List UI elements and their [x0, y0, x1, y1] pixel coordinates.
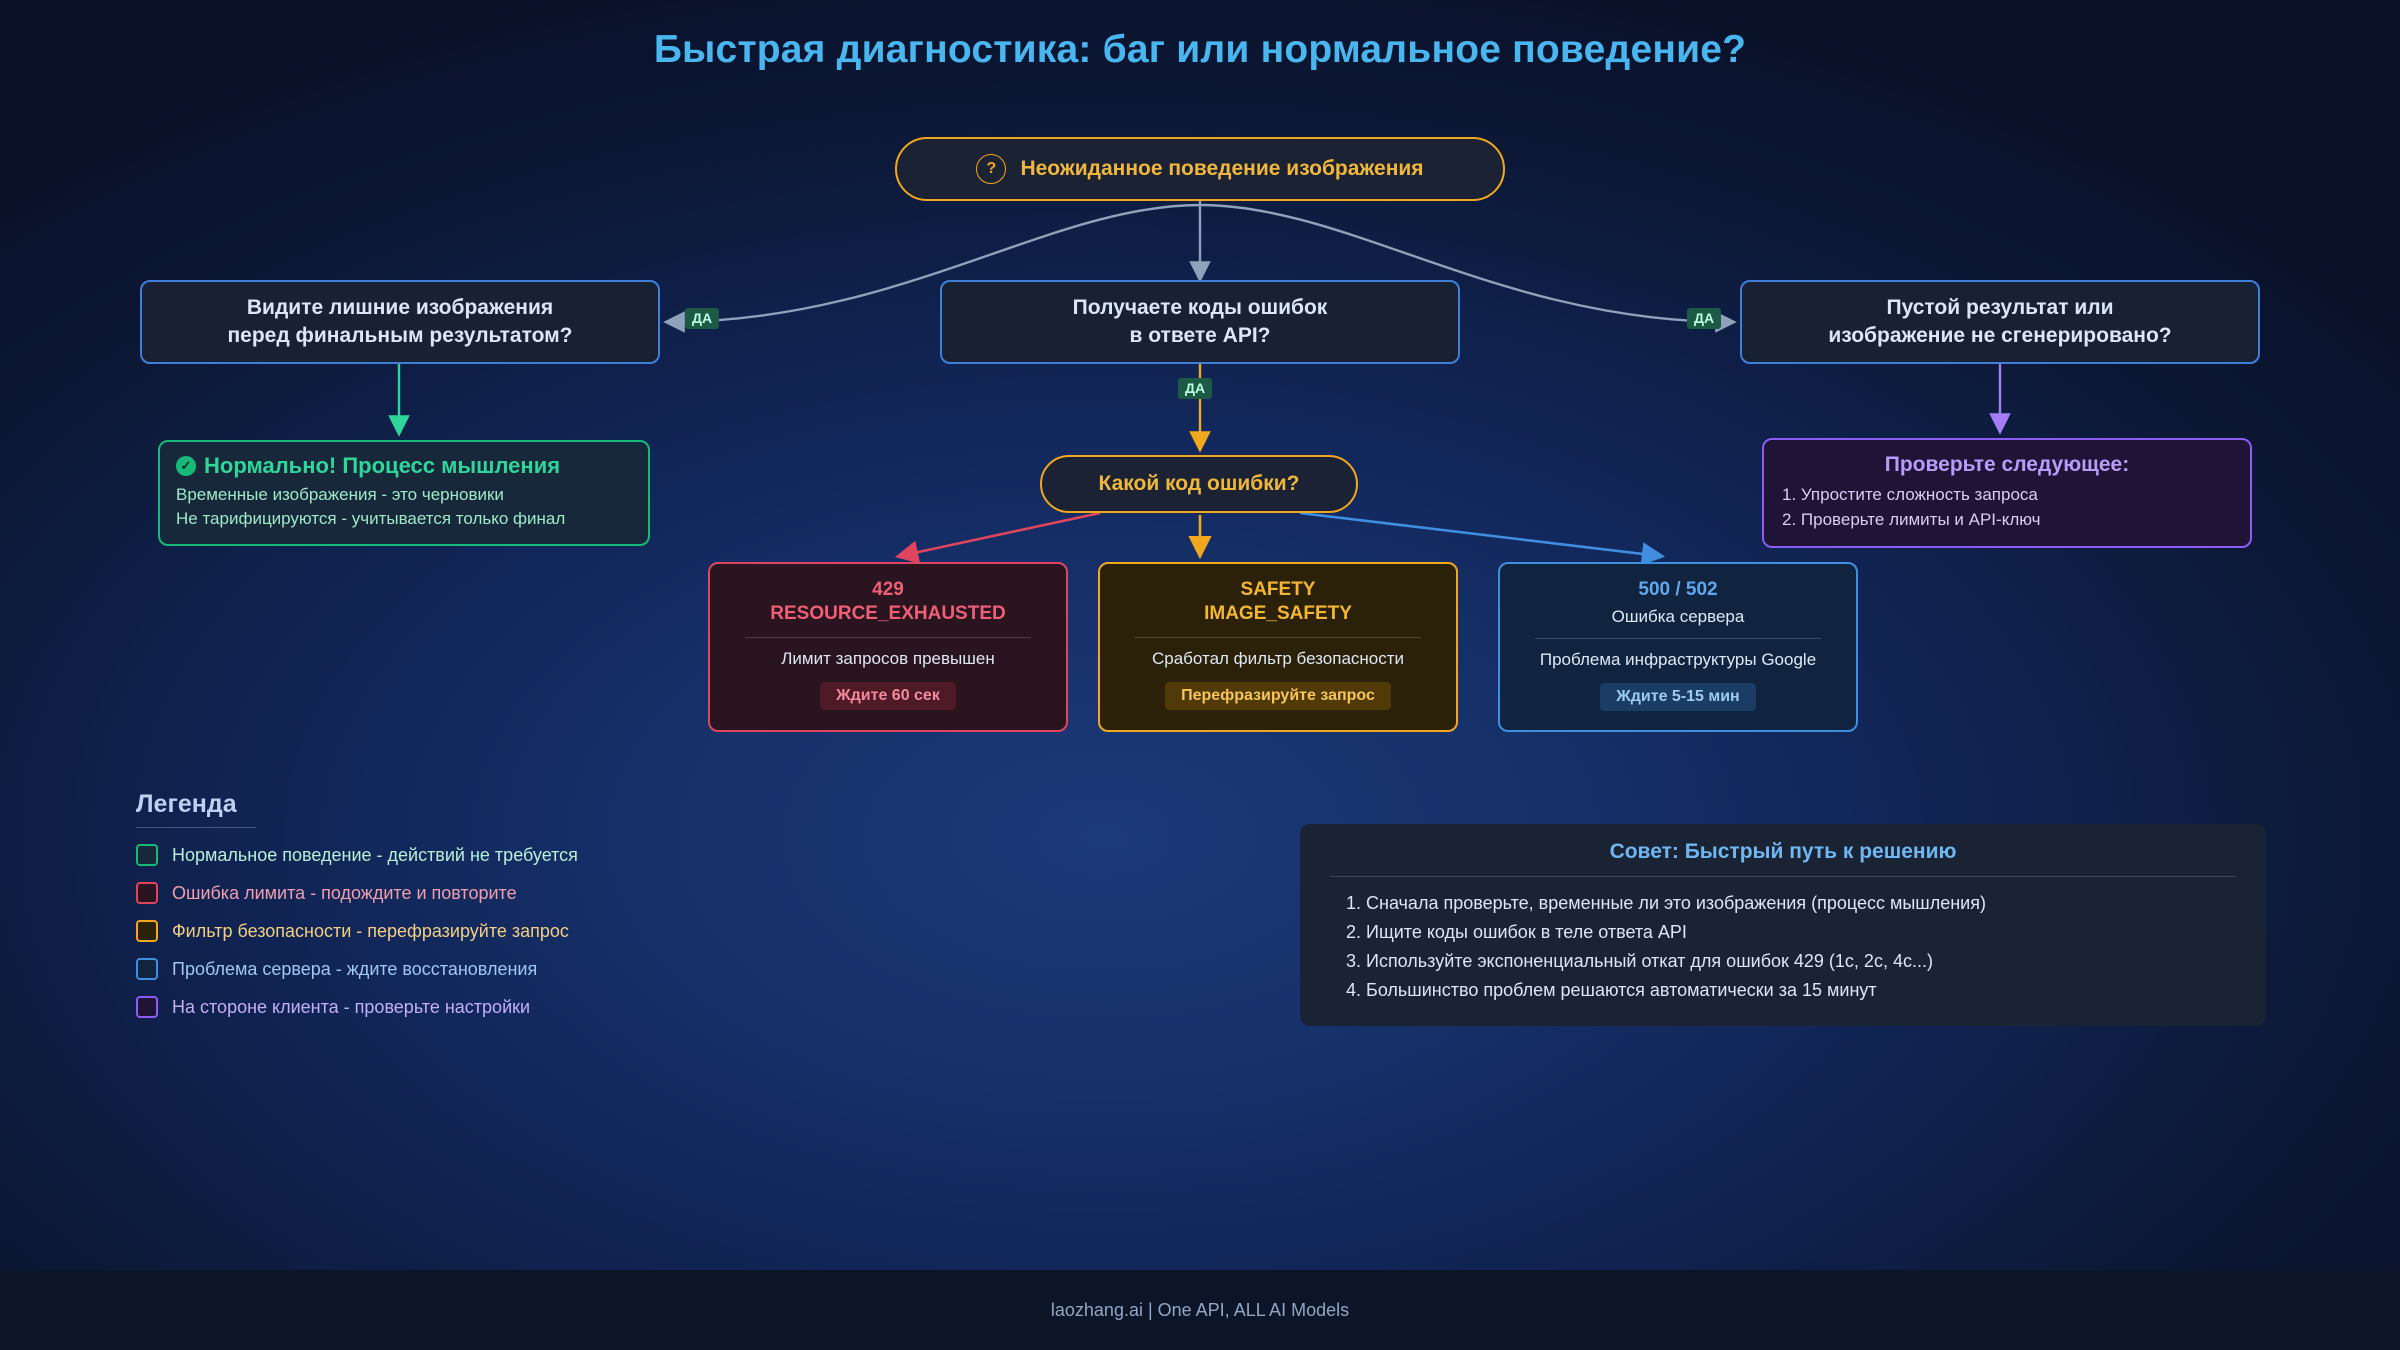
tip-item: 1. Сначала проверьте, временные ли это изображения (процесс мышления) — [1366, 889, 2236, 918]
decision-left-line1: Видите лишние изображения — [246, 295, 554, 319]
question-mark-icon: ? — [976, 154, 1006, 184]
legend-label-client: На стороне клиента - проверьте настройки — [172, 996, 531, 1017]
normal-card-heading-text: Нормально! Процесс мышления — [204, 453, 561, 479]
error-card-server — [1498, 562, 1858, 732]
tip-item: 4. Большинство проблем решаются автоматически за 15 минут — [1366, 976, 2236, 1005]
decision-middle-line2: в ответе API? — [1129, 324, 1271, 347]
legend-item-server — [136, 958, 756, 980]
legend-item-rate-limit — [136, 882, 756, 904]
divider — [745, 637, 1031, 638]
divider — [1535, 638, 1821, 639]
client-side-card — [1762, 438, 2252, 548]
error-card-safety-action: Перефразируйте запрос — [1165, 682, 1391, 710]
legend-swatch-amber — [136, 920, 158, 942]
error-card-429-description: Лимит запросов превышен — [781, 648, 995, 668]
legend-item-normal — [136, 844, 756, 866]
normal-behavior-card — [158, 440, 650, 546]
normal-card-heading — [176, 453, 560, 479]
divider — [1135, 637, 1421, 638]
error-card-safety-description: Сработал фильтр безопасности — [1151, 648, 1405, 668]
error-card-safety — [1098, 562, 1458, 732]
legend-label-normal: Нормальное поведение - действий не требуется — [172, 844, 578, 865]
edge-label-yes-left: ДА — [685, 308, 719, 329]
start-node[interactable] — [895, 137, 1505, 201]
edge-label-yes-down: ДА — [1178, 378, 1212, 399]
decision-right-line1: Пустой результат или — [1886, 295, 2114, 319]
error-card-429-code: 429 — [872, 579, 904, 600]
legend-label-rate-limit: Ошибка лимита - подождите и повторите — [172, 882, 517, 903]
page-title: Быстрая диагностика: баг или нормальное поведение? — [653, 28, 1747, 71]
error-card-429-code-name: RESOURCE_EXHAUSTED — [770, 602, 1006, 624]
decision-extra-images[interactable] — [140, 280, 660, 364]
check-circle-icon: ✓ — [176, 456, 196, 476]
tip-box — [1300, 824, 2266, 1026]
legend-title: Легенда — [136, 790, 256, 828]
error-card-server-action: Ждите 5-15 мин — [1600, 683, 1755, 711]
edge-label-yes-right: ДА — [1687, 308, 1721, 329]
error-card-safety-code-name: IMAGE_SAFETY — [1204, 602, 1352, 624]
legend — [136, 790, 756, 1034]
error-card-429-action: Ждите 60 сек — [820, 682, 956, 710]
tip-item: 2. Ищите коды ошибок в теле ответа API — [1366, 918, 2236, 947]
decision-left-line2: перед финальным результатом? — [227, 324, 573, 347]
tip-box-list — [1330, 889, 2236, 1006]
error-code-question-label: Какой код ошибки? — [1098, 472, 1300, 495]
footer-text: laozhang.ai | One API, ALL AI Models — [1050, 1299, 1350, 1320]
client-card-line2: 2. Проверьте лимиты и API-ключ — [1782, 510, 2041, 529]
decision-api-error-codes[interactable] — [940, 280, 1460, 364]
error-card-safety-code: SAFETY — [1240, 579, 1316, 600]
legend-label-safety: Фильтр безопасности - перефразируйте запрос — [172, 920, 569, 941]
decision-right-line2: изображение не сгенерировано? — [1828, 324, 2172, 347]
legend-label-server: Проблема сервера - ждите восстановления — [172, 958, 538, 979]
client-card-line1: 1. Упростите сложность запроса — [1782, 485, 2038, 505]
error-card-server-description: Проблема инфраструктуры Google — [1539, 650, 1817, 669]
error-card-server-code: 500 / 502 — [1638, 579, 1718, 600]
decision-empty-result[interactable] — [1740, 280, 2260, 364]
legend-swatch-blue — [136, 958, 158, 980]
legend-swatch-purple — [136, 996, 158, 1018]
tip-item: 3. Используйте экспоненциальный откат для ошибок 429 (1с, 2с, 4с...) — [1366, 947, 2236, 976]
error-card-429 — [708, 562, 1068, 732]
decision-middle-line1: Получаете коды ошибок — [1072, 295, 1328, 319]
normal-card-line1: Временные изображения - это черновики — [176, 485, 504, 505]
footer-bar — [0, 1270, 2400, 1350]
normal-card-line2: Не тарифицируются - учитывается только финал — [176, 509, 566, 528]
error-code-question[interactable] — [1040, 455, 1358, 513]
error-card-server-code-name: Ошибка сервера — [1611, 606, 1745, 626]
client-card-heading: Проверьте следующее: — [1884, 453, 2130, 477]
start-node-label: Неожиданное поведение изображения — [1020, 157, 1424, 180]
legend-item-safety — [136, 920, 756, 942]
tip-box-title: Совет: Быстрый путь к решению — [1330, 840, 2236, 877]
legend-swatch-red — [136, 882, 158, 904]
legend-item-client — [136, 996, 756, 1018]
legend-swatch-green — [136, 844, 158, 866]
